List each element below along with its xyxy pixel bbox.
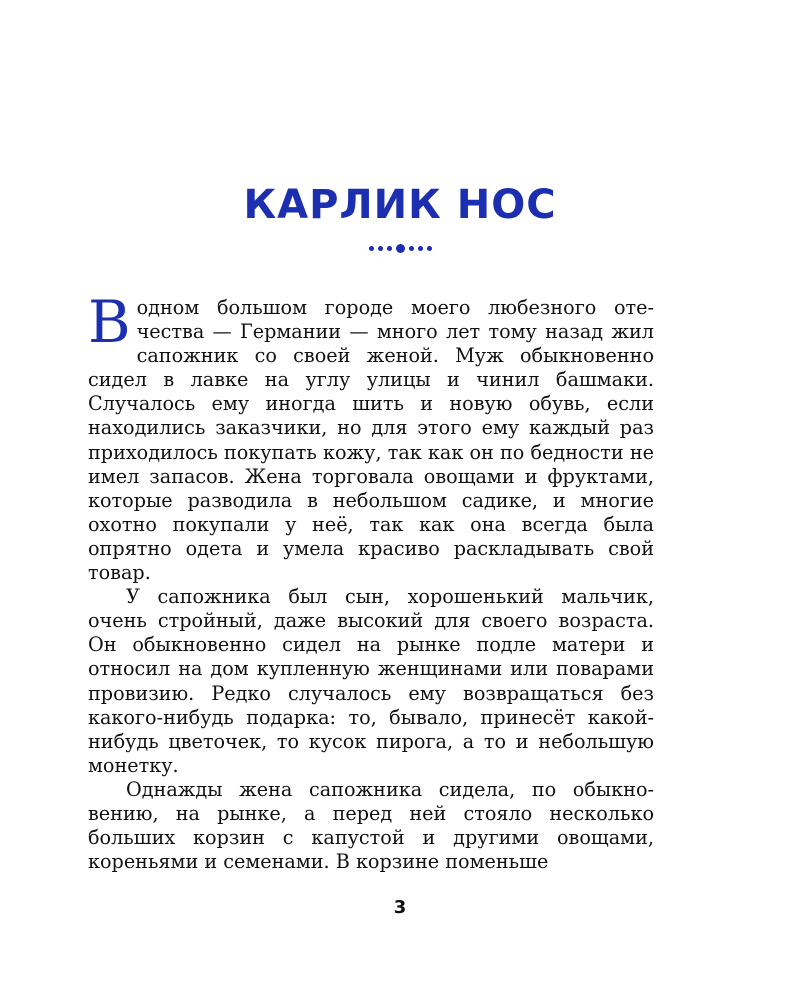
- page-number: 3: [393, 897, 407, 918]
- ornament-dot-center: [396, 244, 405, 253]
- chapter-title: КАРЛИК НОС: [243, 182, 557, 228]
- ornament-dot: [409, 246, 414, 251]
- ornament-dot: [427, 246, 432, 251]
- paragraph-1-text: одном большом городе моего любезного отечества — Германии — много лет тому назад жил сапожник со своей женой. Муж обыкновенно сидел в лавке на углу улицы и чинил башмаки. Случалось ему иногда шить и новую обувь, если находились заказчики, но для этого ему каждый раз приходилось покупать кожу, так как он по бедности не имел запасов. Жена торговала овощами и фруктами, которые разводила в небольшом садике, и многие охотно покупали у неё, так как она всегда была опрятно одета и умела красиво раскладывать свой товар.: [88, 296, 654, 585]
- ornament-dot: [369, 246, 374, 251]
- ornament-dot: [378, 246, 383, 251]
- drop-cap: В: [88, 288, 131, 356]
- body-text: [88, 288, 654, 874]
- paragraph-3: Однажды жена сапожника сидела, по обыкновению, на рынке, а перед ней стояло несколько больших корзин с капустой и другими овощами, кореньями и семенами. В корзине поменьше: [88, 777, 654, 874]
- ornament-dot: [418, 246, 423, 251]
- title-ornament: [0, 244, 800, 254]
- ornament-dot: [387, 246, 392, 251]
- paragraph-2: У сапожника был сын, хорошенький мальчик, очень стройный, даже высокий для своего возраста. Он обыкновенно сидел на рынке подле матери и относил на дом купленную женщинами или поварами провизию. Редко случалось ему возвращаться без какого-нибудь подарка: то, бывало, принесёт какой-нибудь цветочек, то кусок пирога, а то и небольшую монетку.: [88, 585, 654, 777]
- paragraph-1: [88, 288, 654, 585]
